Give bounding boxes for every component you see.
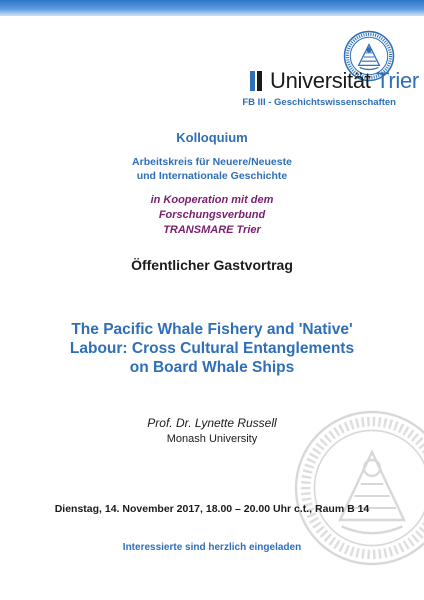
- talk-title-line: The Pacific Whale Fishery and 'Native': [71, 321, 353, 338]
- university-name-part1: Universität: [270, 68, 371, 93]
- faculty-label: FB III - Geschichtswissenschaften: [242, 97, 396, 108]
- invitation-note: Interessierte sind herzlich eingeladen: [122, 542, 302, 553]
- cooperation-line: TRANSMARE Trier: [163, 224, 261, 236]
- event-type: Öffentlicher Gastvortrag: [131, 257, 293, 273]
- university-name: [270, 69, 419, 93]
- working-group-line: und Internationale Geschichte: [136, 170, 288, 182]
- cooperation-note: [0, 193, 424, 238]
- speaker-name: Prof. Dr. Lynette Russell: [147, 416, 277, 430]
- cooperation-line: Forschungsverbund: [158, 209, 266, 221]
- event-series: Kolloquium: [176, 130, 248, 145]
- university-logo-mark-icon: [250, 71, 264, 91]
- talk-title-line: on Board Whale Ships: [129, 359, 295, 376]
- speaker-affiliation: Monash University: [166, 433, 258, 445]
- working-group: [0, 155, 424, 183]
- event-datetime: Dienstag, 14. November 2017, 18.00 – 20.00 Uhr c.t., Raum B 14: [54, 503, 370, 515]
- talk-title: [0, 320, 424, 377]
- university-logo: [250, 68, 419, 94]
- cooperation-line: in Kooperation mit dem: [150, 194, 274, 206]
- university-name-part2: Trier: [376, 68, 419, 93]
- working-group-line: Arbeitskreis für Neuere/Neueste: [132, 156, 292, 168]
- talk-title-line: Labour: Cross Cultural Entanglements: [69, 340, 355, 357]
- top-color-bar: [0, 0, 424, 16]
